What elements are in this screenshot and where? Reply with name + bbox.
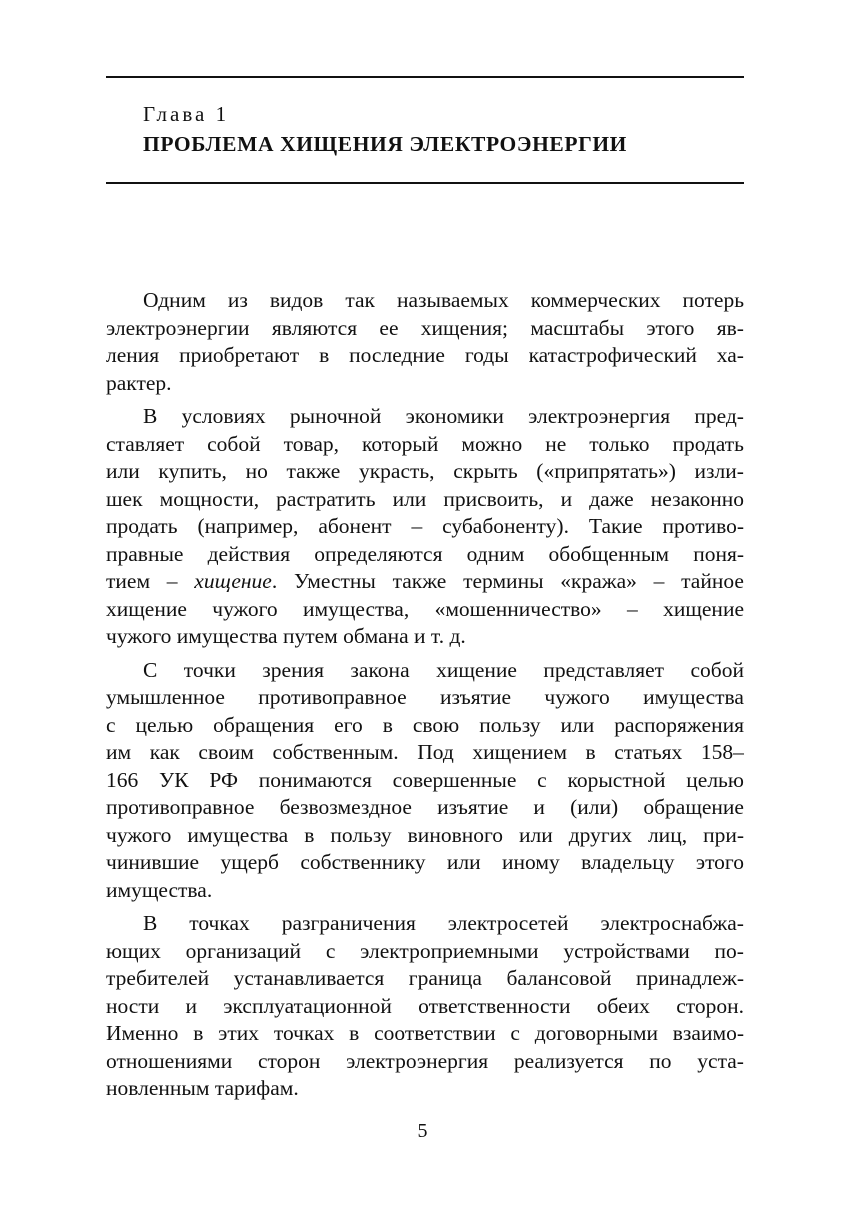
text-line: противоправное безвозмездное изъятие и (или) обращение [106,795,744,819]
text-line: правные действия определяются одним обобщенным поня- [106,541,744,566]
paragraph [106,657,744,905]
text-line: новленным тарифам. [106,1076,299,1100]
text-line: продать (например, абонент – субабоненту). Такие противо- [106,514,744,538]
text-line: шек мощности, растратить или присвоить, и даже незаконно [106,486,744,511]
text-line: С точки зрения закона хищение представляет собой [143,657,744,682]
chapter-label: Глава 1 [143,102,230,126]
text-line: ности и эксплуатационной ответственности обеих сторон. [106,993,744,1018]
text-line: В условиях рыночной экономики электроэнергия пред- [143,404,744,428]
paragraph [106,287,744,397]
text-line: ющих организаций с электроприемными устройствами по- [106,938,744,963]
text-line: отношениями сторон электроэнергия реализуется по уста- [106,1048,744,1073]
text-line: Одним из видов так называемых коммерческих потерь [143,288,744,312]
text-line: с целью обращения его в свою пользу или распоряжения [106,712,744,737]
top-rule [106,76,744,78]
text-line: рактер. [106,370,172,395]
text-line: имущества. [106,877,213,902]
text-line: ставляет собой товар, который можно не только продать [106,431,744,456]
paragraph [106,910,744,1103]
page-number: 5 [417,1120,428,1142]
text-line: В точках разграничения электросетей электроснабжа- [143,911,744,935]
text-line-mixed: тием – хищение. Уместны также термины «кража» – тайное [106,569,744,593]
body-text [106,287,744,1109]
chapter-title: ПРОБЛЕМА ХИЩЕНИЯ ЭЛЕКТРОЭНЕРГИИ [143,132,627,156]
text-line: 166 УК РФ понимаются совершенные с корыстной целью [106,767,744,792]
text-line: хищение чужого имущества, «мошенничество» – хищение [106,596,744,621]
paragraph [106,403,744,651]
text-line: чинившие ущерб собственнику или иному владельцу этого [106,850,744,874]
text-line: или купить, но также украсть, скрыть («припрятать») изли- [106,459,744,483]
text-line: ления приобретают в последние годы катастрофический ха- [106,343,744,367]
text-line: умышленное противоправное изъятие чужого имущества [106,685,744,709]
text-line: им как своим собственным. Под хищением в статьях 158– [106,740,744,764]
text-line: Именно в этих точках в соответствии с договорными взаимо- [106,1021,744,1045]
bottom-rule [106,182,744,184]
text-line: чужого имущества путем обмана и т. д. [106,624,466,648]
text-line: требителей устанавливается граница балансовой принадлеж- [106,966,744,990]
text-line: электроэнергии являются ее хищения; масштабы этого яв- [106,315,744,340]
text-line: чужого имущества в пользу виновного или других лиц, при- [106,822,744,847]
